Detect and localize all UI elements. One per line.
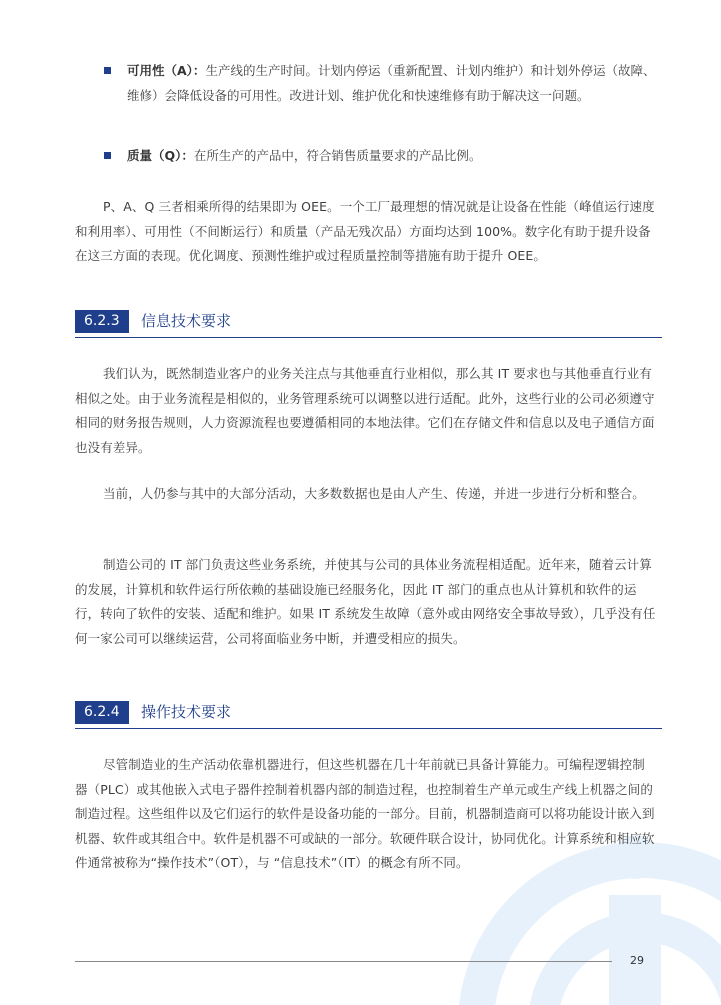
- intro-paragraph: P、A、Q 三者相乘所得的结果即为 OEE。一个工厂最理想的情况就是让设备在性能（峰值运行速度和利用率）、可用性（不间断运行）和质量（产品无残次品）方面均达到 100%。数字化有助于提升设备在这三方面的表现。优化调度、预测性维护或过程质量控制等措施有助于提升 OEE。: [75, 199, 655, 264]
- paragraph: 尽管制造业的生产活动依靠机器进行，但这些机器在几十年前就已具备计算能力。可编程逻辑控制器（PLC）或其他嵌入式电子器件控制着机器内部的制造过程，也控制着生产单元或生产线上机器之间的制造过程。这些组件以及它们运行的软件是设备功能的一部分。目前，机器制造商可以将功能设计嵌入到机器、软件或其组合中。软件是机器不可或缺的一部分。软硬件联合设计，协同优化。计算系统和相应软件通常被称为“操作技术”（OT），与 “信息技术”（IT）的概念有所不同。: [75, 757, 655, 871]
- bullet-term: 可用性（A）：: [127, 63, 206, 78]
- section-title: 信息技术要求: [141, 312, 232, 330]
- footer-rule: [75, 961, 612, 962]
- bullet-marker: [104, 152, 111, 159]
- section-heading-6-2-4: [75, 701, 662, 729]
- bullet-text: 生产线的生产时间。计划内停运（重新配置、计划内维护）和计划外停运（故障、维修）会降低设备的可用性。改进计划、维护优化和快速维修有助于解决这一问题。: [127, 63, 656, 103]
- bullet-availability: [104, 58, 664, 108]
- section-number: 6.2.3: [75, 310, 129, 333]
- page-number: 29: [630, 954, 644, 967]
- bullet-marker: [104, 67, 111, 74]
- section-title: 操作技术要求: [141, 703, 232, 721]
- bullet-quality: [104, 143, 664, 168]
- bullet-text: 在所生产的产品中，符合销售质量要求的产品比例。: [193, 148, 482, 163]
- section-heading-6-2-3: [75, 310, 662, 338]
- paragraph: 制造公司的 IT 部门负责这些业务系统，并使其与公司的具体业务流程相适配。近年来，随着云计算的发展，计算机和软件运行所依赖的基础设施已经服务化，因此 IT 部门的重点也从计算机和软件的运行，转向了软件的安装、适配和维护。如果 IT 系统发生故障（意外或由网络安全事故导致），几乎没有任何一家公司可以继续运营，公司将面临业务中断，并遭受相应的损失。: [75, 557, 656, 646]
- section-number: 6.2.4: [75, 701, 129, 724]
- section-rule: [75, 728, 662, 729]
- paragraph: 我们认为，既然制造业客户的业务关注点与其他垂直行业相似，那么其 IT 要求也与其他垂直行业有相似之处。由于业务流程是相似的，业务管理系统可以调整以进行适配。此外，这些行业的公司必须遵守相同的财务报告规则，人力资源流程也要遵循相同的本地法律。它们在存储文件和信息以及电子通信方面也没有差异。: [75, 366, 655, 455]
- paragraph: 当前，人仍参与其中的大部分活动，大多数数据也是由人产生、传递，并进一步进行分析和整合。: [103, 486, 645, 501]
- section-rule: [75, 337, 662, 338]
- bullet-term: 质量（Q）：: [127, 148, 194, 163]
